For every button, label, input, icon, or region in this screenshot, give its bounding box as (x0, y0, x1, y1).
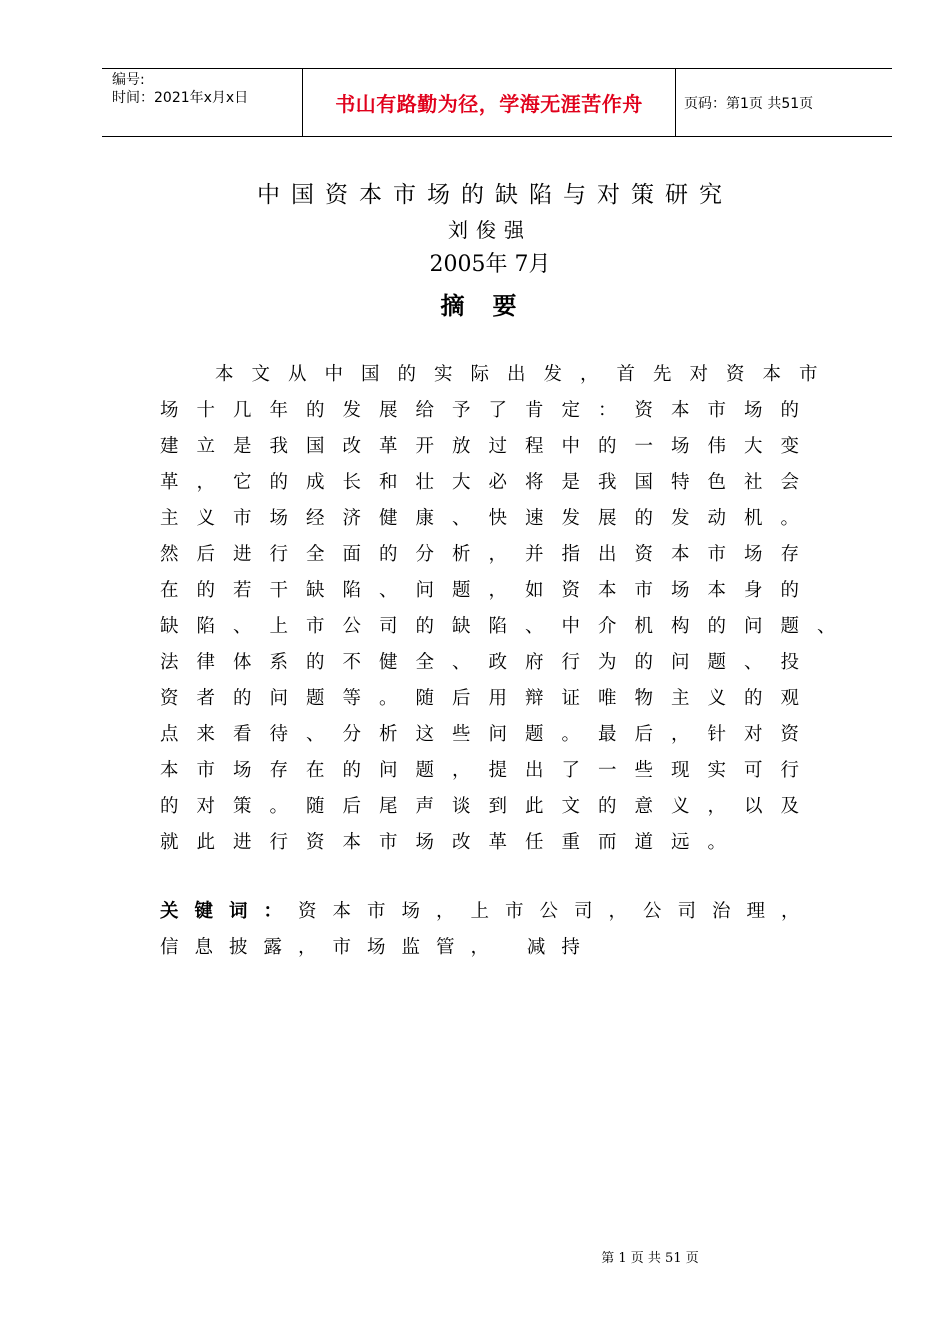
abstract-line: 缺陷、上市公司的缺陷、中介机构的问题、 (160, 616, 854, 637)
document-header (102, 68, 892, 137)
page-footer (0, 1247, 950, 1266)
header-meta-cell (102, 69, 303, 136)
abstract-line: 法律体系的不健全、政府行为的问题、投 (160, 652, 818, 673)
abstract-line: 本文从中国的实际出发，首先对资本市 (215, 364, 836, 385)
abstract-line: 在的若干缺陷、问题，如资本市场本身的 (160, 580, 818, 601)
abstract-line: 场十几年的发展给予了肯定：资本市场的 (160, 400, 818, 421)
keywords-label: 关键词： (160, 901, 299, 922)
abstract-body (160, 357, 860, 861)
header-page-cell (676, 69, 892, 136)
document-author: 刘俊强 (448, 218, 532, 242)
abstract-line: 建立是我国改革开放过程中的一场伟大变 (160, 436, 818, 457)
keywords-line-2: 信息披露，市场监管， 减持 (160, 937, 596, 958)
header-page-info: 页码：第1页 共51页 (684, 95, 814, 112)
abstract-line: 本市场存在的问题，提出了一些现实可行 (160, 760, 818, 781)
abstract-line: 的对策。随后尾声谈到此文的意义，以及 (160, 796, 818, 817)
document-date: 2005年 7月 (429, 252, 551, 277)
abstract-line: 就此进行资本市场改革任重而道远。 (160, 832, 745, 853)
keywords-block (160, 894, 860, 966)
abstract-line: 然后进行全面的分析，并指出资本市场存 (160, 544, 818, 565)
keywords-line-1 (160, 894, 860, 930)
document-title: 中国资本市场的缺陷与对策研究 (257, 182, 733, 208)
time-line: 时间：2021年x月x日 (112, 90, 249, 106)
abstract-line: 资者的问题等。随后用辩证唯物主义的观 (160, 688, 818, 709)
serial-label: 编号: (112, 72, 145, 88)
keywords-text-1: 资本市场，上市公司，公司治理， (298, 901, 816, 922)
abstract-line: 主义市场经济健康、快速发展的发动机。 (160, 508, 818, 529)
header-motto: 书山有路勤为径，学海无涯苦作舟 (335, 92, 643, 116)
abstract-line: 革，它的成长和壮大必将是我国特色社会 (160, 472, 818, 493)
header-motto-cell (303, 69, 676, 136)
abstract-line: 点来看待、分析这些问题。最后，针对资 (160, 724, 818, 745)
abstract-heading: 摘要 (440, 292, 545, 320)
footer-page-number: 第 1 页 共 51 页 (601, 1251, 699, 1266)
